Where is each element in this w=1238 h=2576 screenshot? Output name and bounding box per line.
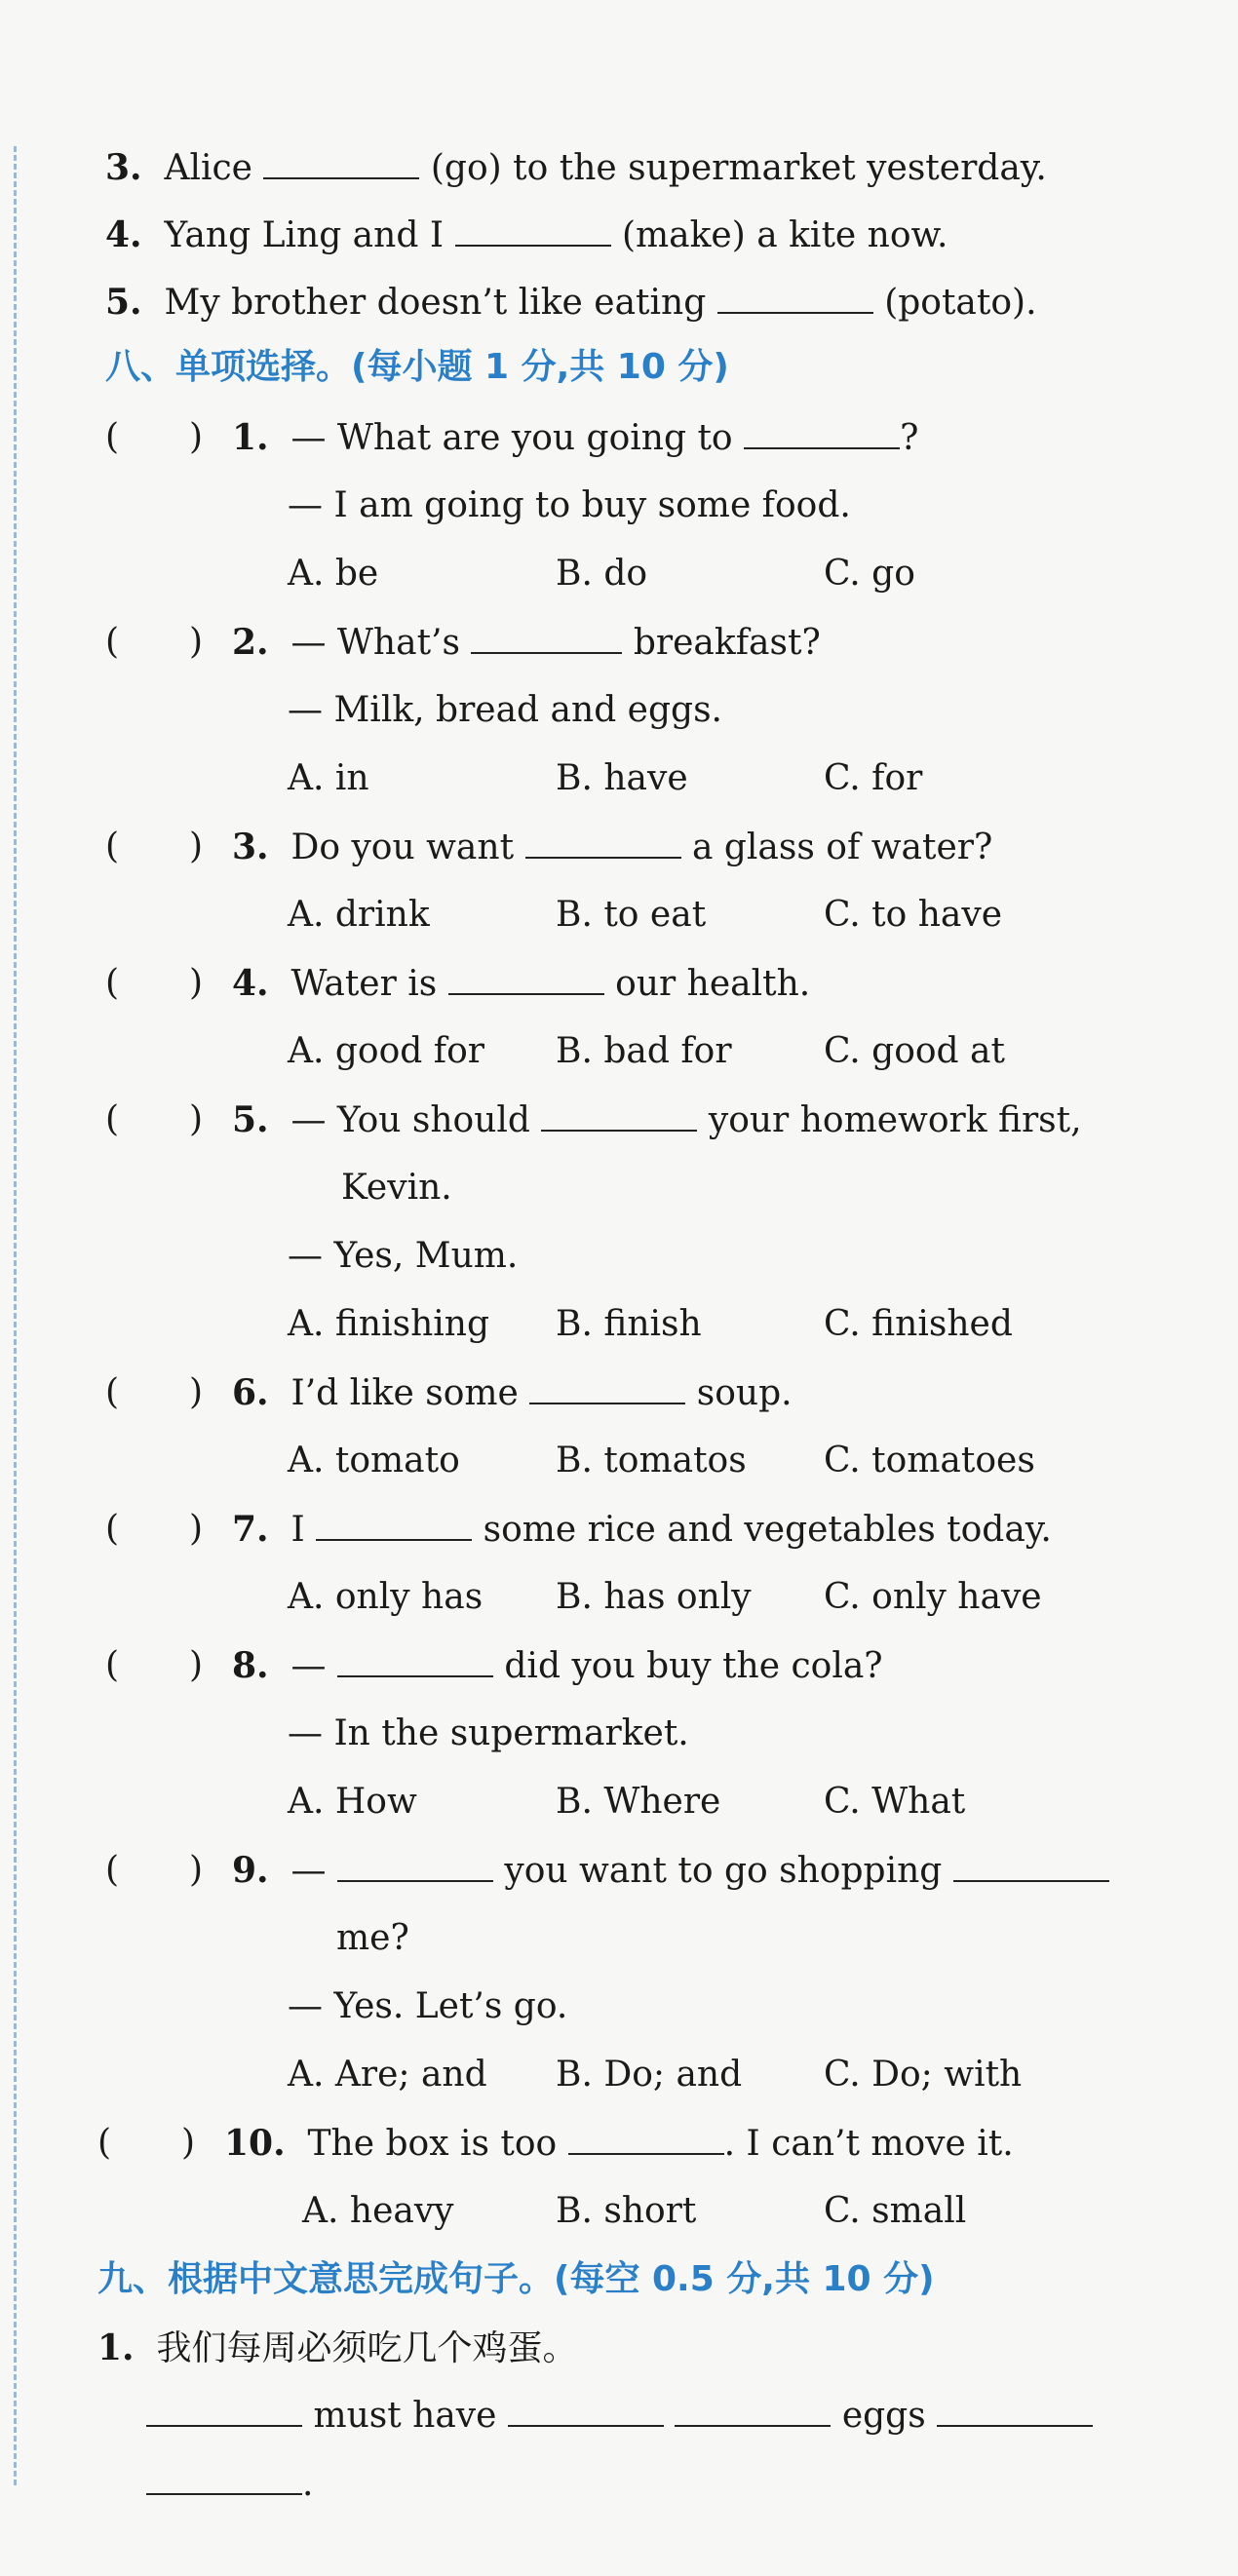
answer-paren[interactable]: ( ) — [105, 963, 204, 1003]
answer-blank[interactable] — [471, 623, 622, 654]
q7-option-a[interactable]: A. only has — [288, 1577, 484, 1617]
answer-paren[interactable]: ( ) — [105, 622, 204, 662]
q1-option-a[interactable]: A. be — [288, 554, 379, 594]
answer-paren[interactable]: ( ) — [105, 1099, 204, 1139]
q6-option-a[interactable]: A. tomato — [288, 1441, 460, 1480]
q2-option-b[interactable]: B. have — [556, 758, 688, 798]
answer-blank[interactable] — [525, 827, 681, 859]
answer-blank[interactable] — [263, 148, 419, 179]
q10-option-b[interactable]: B. short — [556, 2191, 697, 2231]
q9-option-a[interactable]: A. Are; and — [288, 2055, 487, 2095]
q6-option-c[interactable]: C. tomatoes — [824, 1441, 1035, 1480]
question-7: 7. I some rice and vegetables today. — [232, 1509, 1052, 1550]
question-4: 4. Water is our health. — [232, 963, 811, 1004]
question-10: 10. The box is too . I can’t move it. — [224, 2123, 1014, 2164]
q4-option-b[interactable]: B. bad for — [556, 1031, 732, 1071]
q10-option-a[interactable]: A. heavy — [302, 2191, 454, 2231]
question-5-line2: Kevin. — [341, 1168, 452, 1208]
q2-option-c[interactable]: C. for — [824, 758, 923, 798]
answer-blank[interactable] — [717, 283, 873, 314]
fill-item-4: 4. Yang Ling and I (make) a kite now. — [105, 214, 948, 255]
question-9-line2: me? — [336, 1918, 409, 1958]
question-2-line2: — Milk, bread and eggs. — [288, 690, 722, 730]
answer-blank[interactable] — [508, 2396, 664, 2427]
section-8-heading: 八、单项选择。(每小题 1 分,共 10 分) — [105, 347, 729, 387]
answer-blank[interactable] — [744, 418, 900, 449]
q2-option-a[interactable]: A. in — [288, 758, 369, 798]
fill-item-5: 5. My brother doesn’t like eating (potato). — [105, 282, 1037, 323]
answer-paren[interactable]: ( ) — [105, 827, 204, 866]
q9-option-c[interactable]: C. Do; with — [824, 2055, 1023, 2095]
question-1: 1. — What are you going to ? — [232, 417, 919, 458]
q8-option-b[interactable]: B. Where — [556, 1782, 721, 1822]
answer-paren[interactable]: ( ) — [105, 1645, 204, 1685]
answer-paren[interactable]: ( ) — [105, 1850, 204, 1890]
q1-option-c[interactable]: C. go — [824, 554, 915, 594]
question-5-line3: — Yes, Mum. — [288, 1236, 519, 1276]
q5-option-c[interactable]: C. finished — [824, 1304, 1013, 1344]
q9-option-b[interactable]: B. Do; and — [556, 2055, 743, 2095]
answer-blank[interactable] — [146, 2396, 302, 2427]
q1-option-b[interactable]: B. do — [556, 554, 648, 594]
answer-blank[interactable] — [568, 2124, 724, 2155]
question-9-line3: — Yes. Let’s go. — [288, 1986, 568, 2026]
section-9-question-1: 1. 我们每周必须吃几个鸡蛋。 — [97, 2327, 578, 2368]
question-2: 2. — What’s breakfast? — [232, 622, 821, 663]
answer-blank[interactable] — [953, 1851, 1109, 1882]
q5-option-a[interactable]: A. finishing — [288, 1304, 489, 1344]
answer-blank[interactable] — [448, 964, 604, 995]
q8-option-c[interactable]: C. What — [824, 1782, 966, 1822]
section-9-answer-line-2: . — [146, 2463, 313, 2506]
q3-option-b[interactable]: B. to eat — [556, 895, 707, 935]
q7-option-c[interactable]: C. only have — [824, 1577, 1042, 1617]
q3-option-c[interactable]: C. to have — [824, 895, 1003, 935]
answer-blank[interactable] — [529, 1373, 685, 1404]
fill-item-3: 3. Alice (go) to the supermarket yesterday. — [105, 147, 1047, 188]
q7-option-b[interactable]: B. has only — [556, 1577, 752, 1617]
question-8: 8. — did you buy the cola? — [232, 1645, 883, 1686]
question-6: 6. I’d like some soup. — [232, 1372, 793, 1413]
answer-blank[interactable] — [337, 1646, 493, 1677]
section-9-heading: 九、根据中文意思完成句子。(每空 0.5 分,共 10 分) — [97, 2259, 935, 2299]
answer-paren[interactable]: ( ) — [105, 417, 204, 457]
q5-option-b[interactable]: B. finish — [556, 1304, 702, 1344]
answer-paren[interactable]: ( ) — [105, 1372, 204, 1412]
q4-option-c[interactable]: C. good at — [824, 1031, 1005, 1071]
margin-dash-line — [14, 146, 17, 2485]
q6-option-b[interactable]: B. tomatos — [556, 1441, 747, 1480]
section-9-answer-line-1: must have eggs — [146, 2395, 1093, 2438]
answer-blank[interactable] — [455, 215, 611, 247]
question-5: 5. — You should your homework first, — [232, 1099, 1082, 1140]
q4-option-a[interactable]: A. good for — [288, 1031, 484, 1071]
question-9: 9. — you want to go shopping — [232, 1849, 1109, 1893]
q10-option-c[interactable]: C. small — [824, 2191, 967, 2231]
answer-blank[interactable] — [316, 1510, 472, 1541]
question-3: 3. Do you want a glass of water? — [232, 827, 993, 867]
answer-paren[interactable]: ( ) — [97, 2123, 196, 2163]
answer-blank[interactable] — [146, 2464, 302, 2495]
answer-paren[interactable]: ( ) — [105, 1509, 204, 1549]
answer-blank[interactable] — [937, 2396, 1093, 2427]
answer-blank[interactable] — [541, 1100, 697, 1132]
answer-blank[interactable] — [337, 1851, 493, 1882]
question-1-line2: — I am going to buy some food. — [288, 485, 851, 525]
question-8-line2: — In the supermarket. — [288, 1713, 689, 1753]
q3-option-a[interactable]: A. drink — [288, 895, 430, 935]
q8-option-a[interactable]: A. How — [288, 1782, 417, 1822]
answer-blank[interactable] — [675, 2396, 831, 2427]
